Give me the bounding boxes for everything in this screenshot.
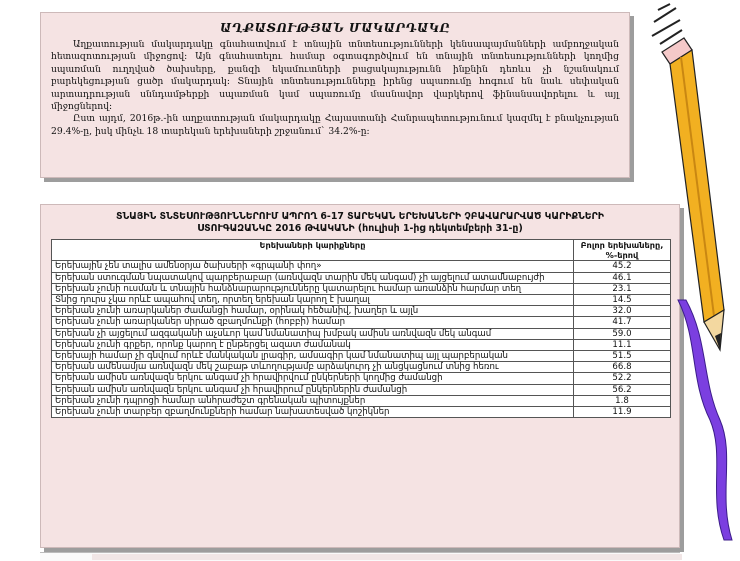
value-cell: 11.1: [574, 339, 671, 350]
need-cell: Տնից դուրս չկա որևէ ապահով տեղ, որտեղ երեխան կարող է խաղալ: [52, 295, 574, 306]
value-cell: 11.9: [574, 407, 671, 418]
needs-table-box: [40, 204, 680, 548]
value-cell: 14.5: [574, 295, 671, 306]
table-row: [52, 328, 671, 339]
value-cell: 1.8: [574, 395, 671, 406]
value-cell: 32.0: [574, 306, 671, 317]
table-row: [52, 272, 671, 283]
value-cell: 66.8: [574, 362, 671, 373]
table-row: [52, 317, 671, 328]
value-cell: 41.7: [574, 317, 671, 328]
poverty-info-box: [40, 12, 630, 178]
value-cell: 52.2: [574, 373, 671, 384]
value-cell: 56.2: [574, 384, 671, 395]
need-cell: Երեխան չունի տարբեր զբաղմունքների համար նախատեսված կոշիկներ: [52, 407, 574, 418]
value-cell: 59.0: [574, 328, 671, 339]
value-cell: 45.2: [574, 261, 671, 272]
header-needs: Երեխաների կարիքները: [52, 240, 574, 261]
header-share: Բոլոր երեխաները, %-երով: [574, 240, 671, 261]
table-row: [52, 339, 671, 350]
table-row: [52, 351, 671, 362]
need-cell: Երեխան չունի առարկաներ ժամանցի համար, օրինակ հեծանիվ, խաղեր և այլն: [52, 306, 574, 317]
table-row: [52, 295, 671, 306]
need-cell: Երեխան ամենամյա առնվազն մեկ շաբաթ տևողությամբ արձակուրդ չի անցկացնում տնից հեռու: [52, 362, 574, 373]
table-row: [52, 373, 671, 384]
table-title-line-2: ՍՏՈՒԳԱԶԱՆԿԸ 2016 ԹՎԱԿԱՆԻ (հուլիսի 1-ից դեկտեմբերի 31-ը): [197, 223, 523, 234]
table-title: [51, 211, 669, 235]
table-header-row: [52, 240, 671, 261]
table-row: [52, 261, 671, 272]
table-row: [52, 395, 671, 406]
need-cell: Երեխան ամիսն առնվազն երկու անգամ չի հրավիրում ընկերներին ժամանցի: [52, 384, 574, 395]
table-body: [52, 261, 671, 418]
need-cell: Երեխային չեն տալիս ամենօրյա ծախսերի «գրպանի փող»: [52, 261, 574, 272]
needs-table: [51, 239, 671, 418]
table-row: [52, 384, 671, 395]
table-row: [52, 306, 671, 317]
pencil-icon: [640, 0, 740, 560]
need-cell: Երեխան չունի առարկաներ սիրած զբաղմունքի (հոբբի) համար: [52, 317, 574, 328]
need-cell: Երեխան չունի ուսման և տնային հանձնարարությունները կատարելու համար առանձին հարմար տեղ: [52, 283, 574, 294]
box-paragraph-2: Ըստ այդմ, 2016թ.-ին աղքատության մակարդակը Հայաստանի Հանրապետությունում կազմել է բնակչության 29.4%-ը, իսկ մինչև 18 տարեկան երեխաների շրջանում` 34.2%-ը:: [51, 113, 619, 137]
value-cell: 46.1: [574, 272, 671, 283]
need-cell: Երեխայի համար չի գնվում որևէ մանկական լրագիր, ամսագիր կամ նմանատիպ այլ պարբերական: [52, 351, 574, 362]
need-cell: Երեխան ամիսն առնվազն երկու անգամ չի հրավիրվում ընկերների կողմից ժամանցի: [52, 373, 574, 384]
value-cell: 51.5: [574, 351, 671, 362]
box-paragraph-1: Աղքատության մակարդակը գնահատվում է տնային տնտեսությունների կենսապայմանների ամբողջական հետազոտության միջոցով: Այն գնահատելու համար օգտագործվում են տնային տնտեսությունների կողմից սպառման ուղղված ծախսերը, քանզի եկամուտների բացակայությունն ինքնին դեռևս չի նշանակում բարեկեցության ցածր մակարդակ: Տնային տնտեսությունները իրենց սպառումը հոգում են նաև սեփական արտադրության սննդամթերքի սպառման կամ սպառումը մասնավոր վարկերով ֆինանսավորելու և այլ միջոցներով:: [51, 39, 619, 113]
need-cell: Երեխան չունի գրքեր, որոնք կարող է ընթերցել ազատ ժամանակ: [52, 339, 574, 350]
table-row: [52, 283, 671, 294]
table-row: [52, 362, 671, 373]
need-cell: Երեխան ստուգման նպատակով պարբերաբար (առնվազն տարին մեկ անգամ) չի այցելում ատամնաբույժի: [52, 272, 574, 283]
table-title-line-1: ՏՆԱՅԻՆ ՏՆՏԵՍՈՒԹՅՈՒՆՆԵՐՈՒՄ ԱՊՐՈՂ 6-17 ՏԱՐԵԿԱՆ ԵՐԵԽԱՆԵՐԻ ՉԲԱՎԱՐԱՐՎԱԾ ԿԱՐԻՔՆԵՐԻ: [115, 211, 605, 222]
value-cell: 23.1: [574, 283, 671, 294]
need-cell: Երեխան չունի դպրոցի համար անհրաժեշտ գրենական պիտույքներ: [52, 395, 574, 406]
table-row: [52, 407, 671, 418]
box-title: ԱՂՔԱՏՈՒԹՅԱՆ ՄԱԿԱՐԴԱԿԸ: [220, 21, 450, 35]
next-box-edge: [92, 554, 682, 560]
need-cell: Երեխան չի այցելում ազգականի աչսևոր կամ նմանատիպ խմբակ ամիսն առնվազն մեկ անգամ: [52, 328, 574, 339]
